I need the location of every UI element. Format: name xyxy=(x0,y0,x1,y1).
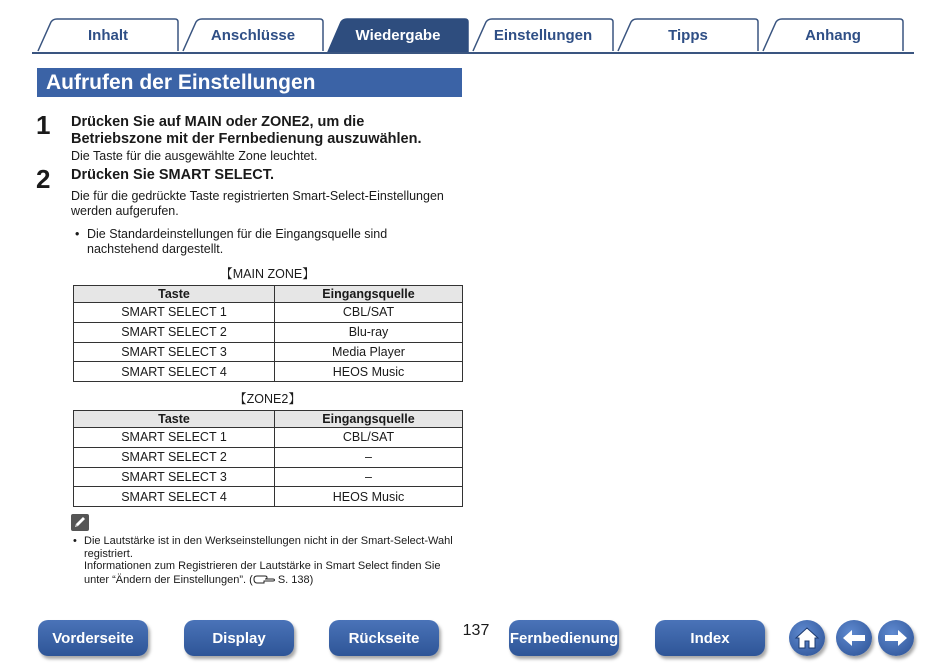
table-row xyxy=(74,342,463,362)
main-zone-label: 【MAIN ZONE】 xyxy=(220,267,315,281)
tab-label: Einstellungen xyxy=(493,26,593,44)
tab-label: Anhang xyxy=(805,26,861,44)
tab-inhalt[interactable] xyxy=(37,18,179,52)
tab-label: Tipps xyxy=(668,26,708,44)
step-2-text-line: Die für die gedrückte Taste registrierten Smart-Select-Einstellungen xyxy=(71,189,444,203)
pencil-note-icon xyxy=(71,514,89,531)
table-header-cell: Eingangsquelle xyxy=(275,411,463,428)
rear-panel-button[interactable]: Rückseite xyxy=(329,620,439,656)
remote-control-button[interactable]: Fernbedienung xyxy=(509,620,619,656)
zone2-table xyxy=(73,410,463,507)
step-2-text-line: werden aufgerufen. xyxy=(71,204,179,218)
table-cell: HEOS Music xyxy=(275,487,463,507)
arrow-left-icon xyxy=(841,628,867,648)
table-cell: – xyxy=(275,467,463,487)
table-cell: SMART SELECT 1 xyxy=(74,303,275,323)
table-cell: Blu-ray xyxy=(275,322,463,342)
table-cell: SMART SELECT 2 xyxy=(74,447,275,467)
tab-label: Anschlüsse xyxy=(210,26,296,44)
step-2-text xyxy=(71,189,444,219)
note-text xyxy=(84,535,469,586)
table-row xyxy=(74,303,463,323)
tab-label: Wiedergabe xyxy=(355,26,441,44)
note-reference-link[interactable]: ( S. 138) xyxy=(249,573,314,586)
table-cell: SMART SELECT 1 xyxy=(74,428,275,448)
step-1-number: 1 xyxy=(36,110,51,140)
step-1-title-line: Betriebszone mit der Fernbedienung auszuwählen. xyxy=(71,131,422,147)
note-line: registriert. xyxy=(84,547,133,560)
page-number: 137 xyxy=(462,622,490,639)
tab-wiedergabe[interactable] xyxy=(327,18,469,52)
tab-einstellungen[interactable] xyxy=(472,18,614,52)
table-cell: – xyxy=(275,447,463,467)
tab-tipps[interactable] xyxy=(617,18,759,52)
table-cell: HEOS Music xyxy=(275,362,463,382)
table-header-cell: Taste xyxy=(74,411,275,428)
tab-anhang[interactable] xyxy=(762,18,904,52)
tab-label: Inhalt xyxy=(88,26,128,44)
table-row xyxy=(74,487,463,507)
step-2-bullet xyxy=(87,227,387,257)
bullet-line: • Die Standardeinstellungen für die Eingangsquelle sind xyxy=(87,227,388,241)
note-line: Informationen zum Registrieren der Lautstärke in Smart Select finden Sie xyxy=(84,560,441,572)
table-cell: SMART SELECT 2 xyxy=(74,322,275,342)
tab-underline xyxy=(32,52,914,54)
index-button[interactable]: Index xyxy=(655,620,765,656)
note-line-text: unter “Ändern der Einstellungen”. xyxy=(84,573,247,586)
previous-page-button[interactable] xyxy=(836,620,872,656)
section-heading: Aufrufen der Einstellungen xyxy=(37,68,462,97)
table-row xyxy=(74,322,463,342)
arrow-right-icon xyxy=(883,628,909,648)
tab-anschluesse[interactable] xyxy=(182,18,324,52)
home-icon xyxy=(794,626,820,650)
tab-bar xyxy=(32,18,914,54)
next-page-button[interactable] xyxy=(878,620,914,656)
table-header-row xyxy=(74,411,463,428)
table-cell: CBL/SAT xyxy=(275,303,463,323)
note-line xyxy=(84,573,469,587)
bullet-line: nachstehend dargestellt. xyxy=(87,242,224,256)
table-header-cell: Eingangsquelle xyxy=(275,286,463,303)
main-zone-table xyxy=(73,285,463,382)
note-reference-page: S. 138 xyxy=(277,573,310,586)
table-cell: Media Player xyxy=(275,342,463,362)
step-1-text: Die Taste für die ausgewählte Zone leuchtet. xyxy=(71,149,318,163)
zone2-label: 【ZONE2】 xyxy=(234,392,301,406)
display-button[interactable]: Display xyxy=(184,620,294,656)
table-header-row xyxy=(74,286,463,303)
front-panel-button[interactable]: Vorderseite xyxy=(38,620,148,656)
table-cell: SMART SELECT 3 xyxy=(74,467,275,487)
table-row xyxy=(74,428,463,448)
table-cell: SMART SELECT 3 xyxy=(74,342,275,362)
home-button[interactable] xyxy=(789,620,825,656)
table-cell: CBL/SAT xyxy=(275,428,463,448)
step-1-title xyxy=(71,114,421,148)
step-2-number: 2 xyxy=(36,164,51,194)
step-1-title-line: Drücken Sie auf MAIN oder ZONE2, um die xyxy=(71,114,365,130)
table-row xyxy=(74,362,463,382)
table-cell: SMART SELECT 4 xyxy=(74,487,275,507)
table-row xyxy=(74,467,463,487)
table-row xyxy=(74,447,463,467)
table-header-cell: Taste xyxy=(74,286,275,303)
table-cell: SMART SELECT 4 xyxy=(74,362,275,382)
pointing-hand-icon xyxy=(253,573,275,584)
step-2-title: Drücken Sie SMART SELECT. xyxy=(71,167,275,183)
note-line: • Die Lautstärke ist in den Werkseinstellungen nicht in der Smart-Select-Wahl xyxy=(84,535,453,547)
